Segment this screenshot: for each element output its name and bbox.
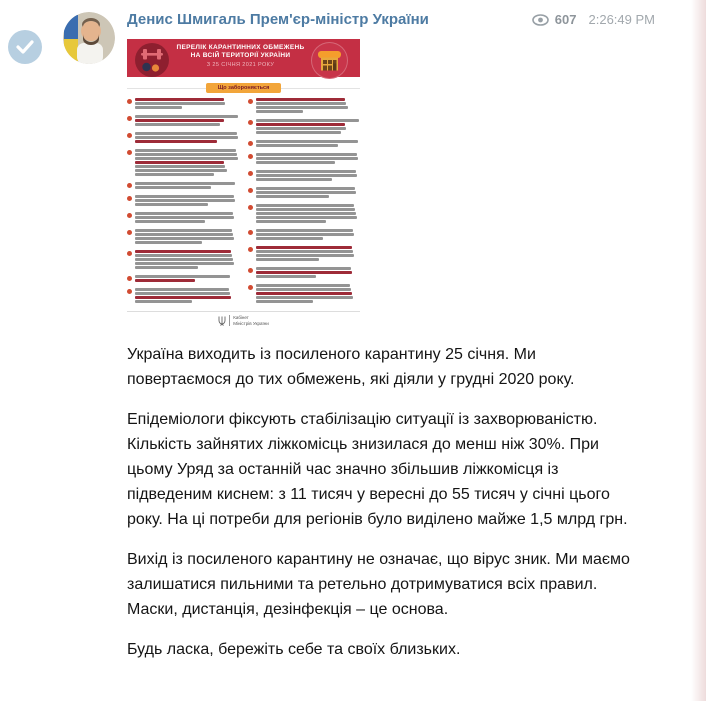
storefront-icon xyxy=(311,42,348,79)
message-paragraph: Будь ласка, бережіть себе та своїх близьких. xyxy=(127,641,461,658)
message-text xyxy=(127,342,634,662)
infographic-item xyxy=(127,195,239,207)
infographic-item xyxy=(127,115,239,127)
prohibited-bullet-icon xyxy=(248,141,253,146)
prohibited-bullet-icon xyxy=(248,285,253,290)
message-paragraph: Епідеміологи фіксують стабілізацію ситуації із захворюваністю. Кількість зайнятих ліжкомісць знизилася до менш ніж 30%. При цьому Уряд за останній час значно збільшив ліжкомісця із підведеним киснем: з 11 тисяч у вересні до 55 тисяч у січні цього року. На ці потреби для регіонів було виділено майже 1,5 млрд грн. xyxy=(127,411,628,528)
prohibited-bullet-icon xyxy=(127,116,132,121)
infographic-item xyxy=(127,250,239,270)
infographic-item xyxy=(248,98,360,114)
prohibited-bullet-icon xyxy=(248,268,253,273)
infographic-title-line2: НА ВСІЙ ТЕРИТОРІЇ УКРАЇНИ xyxy=(190,52,291,59)
infographic-item xyxy=(248,204,360,224)
trident-emblem-icon xyxy=(218,316,226,326)
infographic-item xyxy=(127,275,239,283)
infographic-item xyxy=(248,119,360,135)
message-paragraph: Україна виходить із посиленого карантину 25 січня. Ми повертаємося до тих обмежень, які діяли у грудні 2020 року. xyxy=(127,346,575,388)
infographic-section-divider xyxy=(127,81,360,94)
infographic-item xyxy=(127,132,239,144)
prohibited-bullet-icon xyxy=(248,120,253,125)
prohibited-bullet-icon xyxy=(127,213,132,218)
chat-background-edge xyxy=(691,0,706,701)
infographic-item xyxy=(127,182,239,190)
infographic-item xyxy=(127,229,239,245)
infographic-item xyxy=(248,246,360,262)
infographic-footer xyxy=(127,311,360,326)
infographic-item xyxy=(248,153,360,165)
infographic-item xyxy=(127,212,239,224)
gym-barbell-icon xyxy=(135,43,169,77)
infographic-col-right xyxy=(248,98,360,310)
prohibited-bullet-icon xyxy=(248,247,253,252)
avatar-photo xyxy=(63,12,115,64)
check-icon xyxy=(16,40,34,54)
prohibited-bullet-icon xyxy=(127,230,132,235)
prohibited-bullet-icon xyxy=(127,196,132,201)
prohibited-bullet-icon xyxy=(127,150,132,155)
prohibited-bullet-icon xyxy=(127,183,132,188)
views-count: 607 xyxy=(554,12,577,27)
prohibited-bullet-icon xyxy=(248,205,253,210)
views-eye-icon xyxy=(532,14,549,26)
sender-name[interactable]: Денис Шмигаль Прем'єр-міністр України xyxy=(127,11,429,28)
infographic-item xyxy=(127,98,239,110)
infographic-body xyxy=(127,98,360,310)
infographic-item xyxy=(248,140,360,148)
prohibited-bullet-icon xyxy=(248,188,253,193)
message-paragraph: Вихід із посиленого карантину не означає, що вірус зник. Ми маємо залишатися пильними та ретельно дотримуватися всіх правил. Маски, дистанція, дезінфекція – це основа. xyxy=(127,551,630,618)
message-meta xyxy=(532,10,655,30)
infographic-title-line1: ПЕРЕЛІК КАРАНТИННИХ ОБМЕЖЕНЬ xyxy=(176,44,305,51)
infographic-item xyxy=(248,267,360,279)
message-header xyxy=(127,10,655,32)
message xyxy=(127,10,655,662)
logo-text-line1: Кабінет xyxy=(233,315,249,320)
prohibited-bullet-icon xyxy=(248,154,253,159)
infographic-header-band xyxy=(127,39,360,77)
prohibited-bullet-icon xyxy=(127,99,132,104)
infographic-item xyxy=(248,187,360,199)
prohibited-bullet-icon xyxy=(248,171,253,176)
logo-text-line2: Міністрів України xyxy=(233,320,269,326)
infographic-image[interactable] xyxy=(127,36,360,332)
infographic-item xyxy=(248,229,360,241)
timestamp: 2:26:49 PM xyxy=(588,12,655,27)
prohibited-bullet-icon xyxy=(127,251,132,256)
prohibited-bullet-icon xyxy=(248,99,253,104)
prohibited-bullet-icon xyxy=(127,133,132,138)
prohibited-bullet-icon xyxy=(248,230,253,235)
infographic-title-block xyxy=(173,44,308,68)
infographic-item xyxy=(127,149,239,177)
avatar[interactable] xyxy=(63,12,115,64)
infographic-item xyxy=(248,170,360,182)
message-selected-indicator[interactable] xyxy=(8,30,42,64)
infographic-item xyxy=(248,284,360,304)
prohibited-bullet-icon xyxy=(127,276,132,281)
cabinet-of-ministers-logo-text xyxy=(229,315,269,326)
infographic-col-left xyxy=(127,98,239,310)
infographic-date: З 25 СІЧНЯ 2021 РОКУ xyxy=(206,62,275,68)
infographic-item xyxy=(127,288,239,304)
prohibited-bullet-icon xyxy=(127,289,132,294)
prohibited-section-badge: Що забороняється xyxy=(206,83,282,93)
